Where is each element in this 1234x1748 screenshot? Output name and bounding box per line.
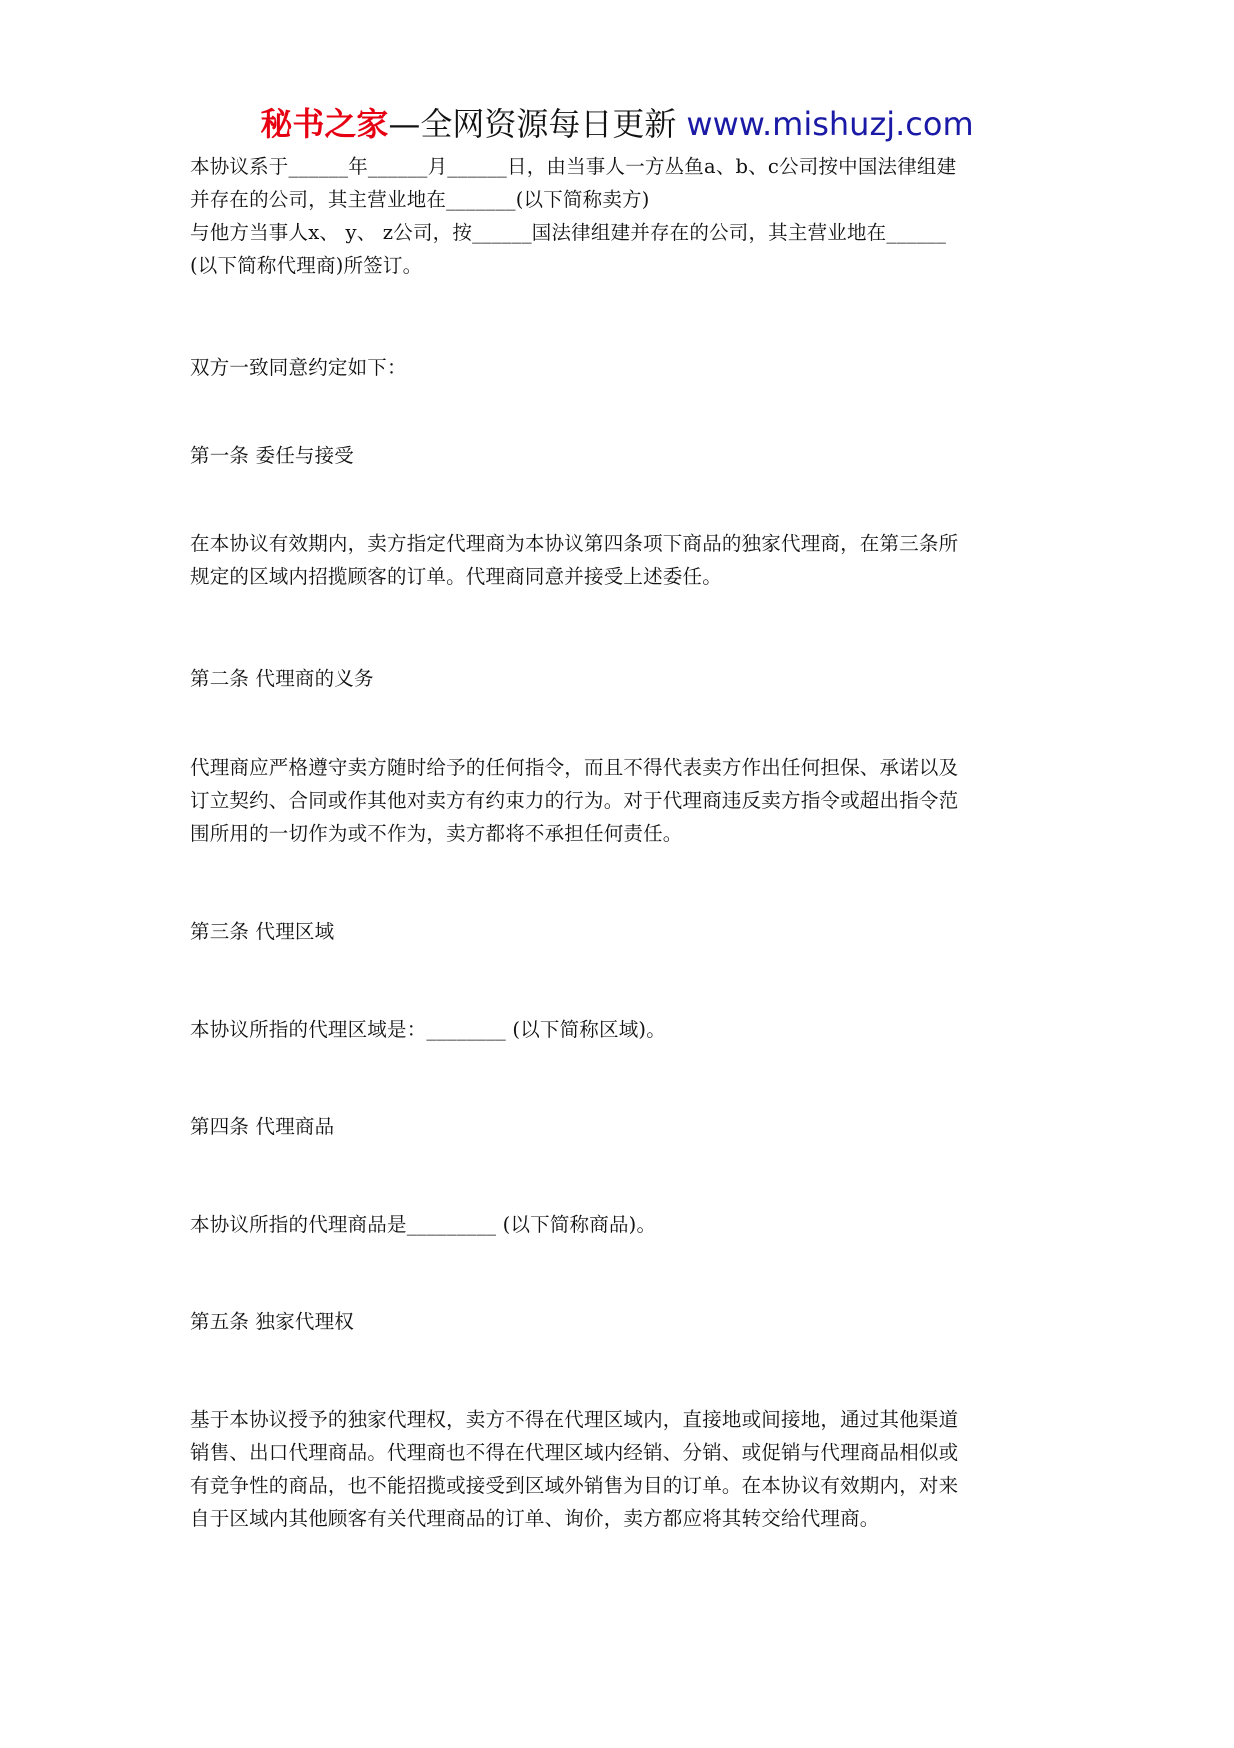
article-line: 代理商应严格遵守卖方随时给予的任何指令，而且不得代表卖方作出任何担保、承诺以及 — [190, 756, 959, 779]
article-1-text — [190, 527, 1050, 593]
article-line: 围所用的一切作为或不作为，卖方都将不承担任何责任。 — [190, 822, 683, 845]
intro-paragraph — [190, 150, 1050, 282]
article-5-text — [190, 1403, 1050, 1535]
article-3-text: 本协议所指的代理区域是：________ (以下简称区域)。 — [190, 1018, 666, 1041]
intro-line: 并存在的公司，其主营业地在_______(以下简称卖方) — [190, 188, 650, 211]
article-line: 订立契约、合同或作其他对卖方有约束力的行为。对于代理商违反卖方指令或超出指令范 — [190, 789, 959, 812]
article-line: 在本协议有效期内，卖方指定代理商为本协议第四条项下商品的独家代理商，在第三条所 — [190, 532, 959, 555]
site-header — [0, 102, 1234, 146]
article-3-title: 第三条 代理区域 — [190, 920, 335, 943]
article-line: 有竞争性的商品，也不能招揽或接受到区域外销售为目的订单。在本协议有效期内，对来 — [190, 1474, 959, 1497]
intro-line: (以下简称代理商)所签订。 — [190, 254, 423, 277]
article-line: 自于区域内其他顾客有关代理商品的订单、询价，卖方都应将其转交给代理商。 — [190, 1507, 880, 1530]
site-url[interactable]: www.mishuzj.com — [686, 105, 974, 143]
article-4-title: 第四条 代理商品 — [190, 1115, 335, 1138]
article-line: 规定的区域内招揽顾客的订单。代理商同意并接受上述委任。 — [190, 565, 722, 588]
brand-name: 秘书之家 — [260, 105, 389, 143]
intro-line: 与他方当事人x、 y、 z公司，按______国法律组建并存在的公司，其主营业地在______ — [190, 221, 947, 244]
article-4-text: 本协议所指的代理商品是_________ (以下简称商品)。 — [190, 1213, 657, 1236]
agreement-statement: 双方一致同意约定如下： — [190, 356, 407, 379]
article-2-text — [190, 751, 1050, 850]
article-line: 销售、出口代理商品。代理商也不得在代理区域内经销、分销、或促销与代理商品相似或 — [190, 1441, 959, 1464]
intro-line: 本协议系于______年______月______日，由当事人一方丛鱼a、b、c公司按中国法律组建 — [190, 155, 957, 178]
article-5-title: 第五条 独家代理权 — [190, 1310, 354, 1333]
article-2-title: 第二条 代理商的义务 — [190, 667, 374, 690]
article-line: 基于本协议授予的独家代理权，卖方不得在代理区域内，直接地或间接地，通过其他渠道 — [190, 1408, 959, 1431]
article-1-title: 第一条 委任与接受 — [190, 444, 354, 467]
header-slogan: —全网资源每日更新 — [388, 105, 677, 143]
